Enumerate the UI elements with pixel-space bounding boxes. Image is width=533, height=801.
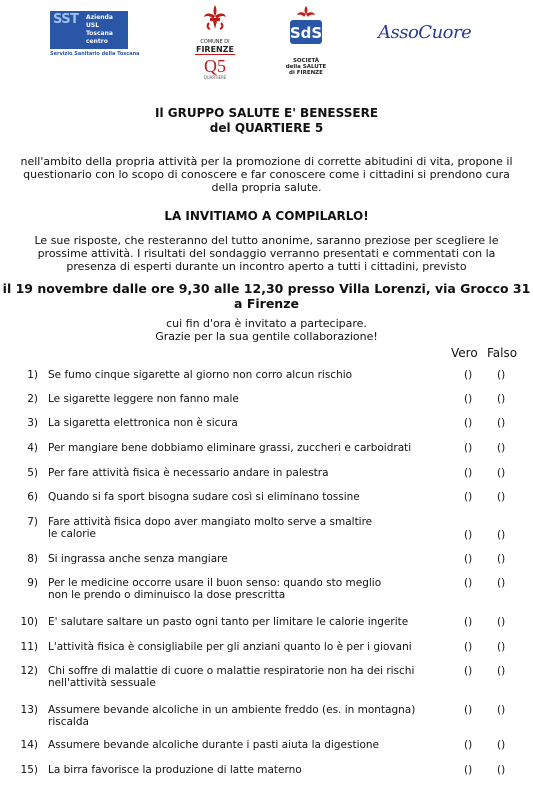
sst-mark: SST [53, 12, 79, 27]
falso-checkbox[interactable]: () [497, 704, 506, 716]
question-number: 13) [20, 704, 38, 716]
question-text: L'attività fisica è consigliabile per gli anziani quanto lo è per i giovani [48, 641, 412, 653]
event-line2: a Firenze [234, 296, 299, 311]
logo-bar [0, 0, 533, 85]
falso-checkbox[interactable]: () [497, 553, 506, 565]
falso-checkbox[interactable]: () [497, 491, 506, 503]
body-line3: presenza di esperti durante un incontro aperto a tutti i cittadini, previsto [66, 260, 467, 273]
vero-checkbox[interactable]: () [464, 393, 473, 405]
question-text: La birra favorisce la produzione di latte materno [48, 764, 302, 776]
page-title-line1: Il GRUPPO SALUTE E' BENESSERE [154, 106, 379, 120]
vero-checkbox[interactable]: () [464, 442, 473, 454]
vero-checkbox[interactable]: () [464, 739, 473, 751]
vero-checkbox[interactable]: () [464, 616, 473, 628]
event-line1: il 19 novembre dalle ore 9,30 alle 12,30 presso Villa Lorenzi, via Grocco 31 [2, 281, 531, 296]
falso-checkbox[interactable]: () [497, 369, 506, 381]
vero-column-header: Vero [451, 346, 478, 360]
falso-checkbox[interactable]: () [497, 393, 506, 405]
vero-checkbox[interactable]: () [464, 467, 473, 479]
page-title-line2: del QUARTIERE 5 [209, 121, 324, 135]
vero-checkbox[interactable]: () [464, 491, 473, 503]
intro-line1: nell'ambito della propria attività per la promozione di corrette abitudini di vita, propone il [20, 155, 513, 168]
comune-firenze-logo [190, 3, 240, 81]
sst-name: Azienda USL Toscana centro [86, 14, 113, 45]
closing-line2: Grazie per la sua gentile collaborazione! [155, 330, 378, 343]
vero-checkbox[interactable]: () [464, 577, 473, 589]
question-text: Chi soffre di malattie di cuore o malattie respiratorie non ha dei rischi nell'attività sessuale [48, 665, 415, 689]
question-number: 6) [27, 491, 38, 503]
falso-checkbox[interactable]: () [497, 739, 506, 751]
body-line1: Le sue risposte, che resteranno del tutto anonime, saranno preziose per scegliere le [34, 234, 499, 247]
falso-checkbox[interactable]: () [497, 467, 506, 479]
falso-checkbox[interactable]: () [497, 641, 506, 653]
question-number: 7) [27, 516, 38, 528]
question-text: Per le medicine occorre usare il buon senso: quando sto meglio non le prendo o diminuisco la dose prescritta [48, 577, 382, 601]
sds-line3: di FIRENZE [289, 70, 323, 76]
question-text: Si ingrassa anche senza mangiare [48, 553, 228, 565]
question-number: 10) [20, 616, 38, 628]
giglio-icon [202, 3, 228, 31]
comune-di-label: COMUNE DI [200, 39, 230, 45]
falso-column-header: Falso [487, 346, 518, 360]
q5-mark: Q5 [204, 56, 226, 76]
vero-checkbox[interactable]: () [464, 704, 473, 716]
firenze-label: FIRENZE [195, 45, 235, 54]
vero-checkbox[interactable]: () [464, 641, 473, 653]
vero-checkbox[interactable]: () [464, 529, 473, 541]
question-text: Quando si fa sport bisogna sudare così si eliminano tossine [48, 491, 360, 503]
question-number: 4) [27, 442, 38, 454]
falso-checkbox[interactable]: () [497, 417, 506, 429]
question-number: 12) [20, 665, 38, 677]
sds-line2: della SALUTE [285, 64, 327, 70]
question-number: 8) [27, 553, 38, 565]
q5-subtitle: QUARTIERE [203, 75, 227, 80]
sds-line1: SOCIETÀ [292, 58, 320, 64]
question-text: Le sigarette leggere non fanno male [48, 393, 239, 405]
societa-salute-logo [282, 4, 330, 82]
falso-checkbox[interactable]: () [497, 665, 506, 677]
question-text: E' salutare saltare un pasto ogni tanto per limitare le calorie ingerite [48, 616, 409, 628]
question-number: 2) [27, 393, 38, 405]
sds-mark: SdS [289, 24, 323, 42]
falso-checkbox[interactable]: () [497, 442, 506, 454]
asl-logo [50, 11, 140, 57]
vero-checkbox[interactable]: () [464, 553, 473, 565]
question-text: Se fumo cinque sigarette al giorno non corro alcun rischio [48, 369, 353, 381]
question-text: Fare attività fisica dopo aver mangiato molto serve a smaltire le calorie [48, 516, 373, 540]
falso-checkbox[interactable]: () [497, 529, 506, 541]
closing-line1: cui fin d'ora è invitato a partecipare. [166, 317, 367, 330]
intro-line3: della propria salute. [211, 181, 322, 194]
question-number: 1) [27, 369, 38, 381]
vero-checkbox[interactable]: () [464, 369, 473, 381]
sst-subtitle: Servizio Sanitario della Toscana [50, 51, 140, 57]
falso-checkbox[interactable]: () [497, 577, 506, 589]
vero-checkbox[interactable]: () [464, 417, 473, 429]
question-number: 14) [20, 739, 38, 751]
question-text: La sigaretta elettronica non è sicura [48, 417, 238, 429]
falso-checkbox[interactable]: () [497, 764, 506, 776]
question-text: Assumere bevande alcoliche durante i pasti aiuta la digestione [48, 739, 380, 751]
question-number: 3) [27, 417, 38, 429]
invite-heading: LA INVITIAMO A COMPILARLO! [164, 209, 369, 223]
question-number: 5) [27, 467, 38, 479]
body-line2: prossime attività. I risultati del sondaggio verranno presentati e commentati con la [37, 247, 496, 260]
falso-checkbox[interactable]: () [497, 616, 506, 628]
question-number: 9) [27, 577, 38, 589]
sds-emblem-icon [286, 4, 326, 54]
vero-checkbox[interactable]: () [464, 764, 473, 776]
intro-line2: questionario con lo scopo di conoscere e far conoscere come i cittadini si prendono cura [23, 168, 510, 181]
question-text: Per fare attività fisica è necessario andare in palestra [48, 467, 329, 479]
question-number: 15) [20, 764, 38, 776]
vero-checkbox[interactable]: () [464, 665, 473, 677]
question-number: 11) [20, 641, 38, 653]
question-text: Assumere bevande alcoliche in un ambiente freddo (es. in montagna) riscalda [48, 704, 416, 728]
assocuore-logo: AssoCuore [378, 22, 472, 43]
question-text: Per mangiare bene dobbiamo eliminare grassi, zuccheri e carboidrati [48, 442, 412, 454]
